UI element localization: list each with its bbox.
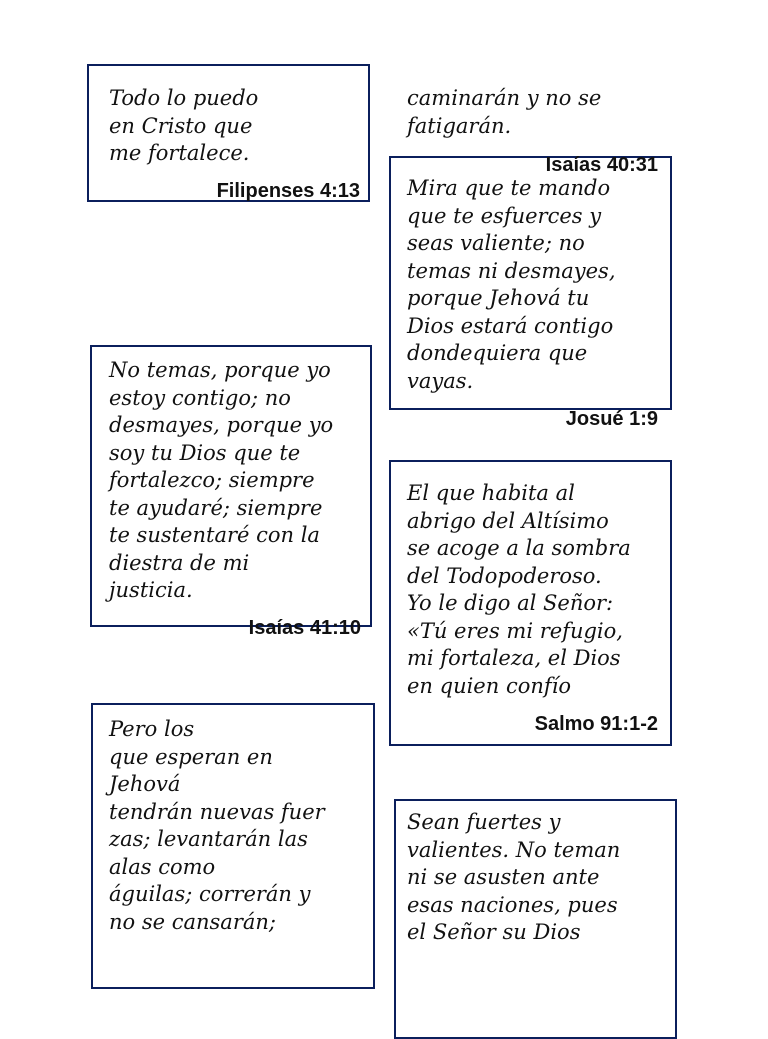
verse-line: temas ni desmayes, xyxy=(407,258,616,283)
verse-line: se acoge a la sombra xyxy=(407,536,631,560)
verse-text xyxy=(407,480,631,700)
verse-line: soy tu Dios que te xyxy=(109,440,301,465)
verse-line: esas naciones, pues xyxy=(407,892,618,917)
verse-line: Dios estará contigo xyxy=(407,313,614,338)
verse-line: valientes. No teman xyxy=(407,837,621,862)
verse-line: en Cristo que xyxy=(109,113,253,138)
verse-line: me fortalece. xyxy=(109,141,250,165)
verse-line: en quien confío xyxy=(407,673,572,698)
verse-text xyxy=(407,175,616,395)
verse-reference: Josué 1:9 xyxy=(565,408,658,430)
verse-line: dondequiera que xyxy=(407,341,588,365)
verse-line: te sustentaré con la xyxy=(109,523,320,547)
verse-reference: Filipenses 4:13 xyxy=(216,180,360,202)
verse-line: No temas, porque yo xyxy=(109,358,331,382)
verse-line: Todo lo puedo xyxy=(109,86,259,110)
verse-line: te ayudaré; siempre xyxy=(109,495,323,520)
verse-reference: Salmo 91:1-2 xyxy=(534,713,658,735)
verse-line: fortalezco; siempre xyxy=(109,468,315,492)
verse-line: estoy contigo; no xyxy=(109,385,291,410)
verse-line: seas valiente; no xyxy=(407,231,585,255)
verse-line: vayas. xyxy=(407,368,474,393)
verse-line: El que habita al xyxy=(407,481,575,505)
verse-line: abrigo del Altísimo xyxy=(407,508,609,533)
verse-line: «Tú eres mi refugio, xyxy=(407,618,623,643)
verse-line: porque Jehová tu xyxy=(407,286,590,310)
verse-line: del Todopoderoso. xyxy=(407,563,602,588)
verse-line: justicia. xyxy=(109,578,193,602)
verse-text xyxy=(109,357,333,605)
verse-line: desmayes, porque yo xyxy=(109,413,334,437)
verse-line: fatigarán. xyxy=(407,113,512,138)
verse-reference: Isaías 41:10 xyxy=(248,617,361,639)
verse-line: Sean fuertes y xyxy=(407,810,561,834)
verse-line: ni se asusten ante xyxy=(407,865,600,889)
verse-line: Yo le digo al Señor: xyxy=(407,591,614,615)
verse-line: diestra de mi xyxy=(109,550,250,575)
verse-line: caminarán y no se xyxy=(407,86,602,110)
verse-line: tendrán nuevas fuer xyxy=(109,799,325,824)
verse-text xyxy=(407,809,620,947)
verse-line: Jehová xyxy=(109,772,181,796)
verse-line: Mira que te mando xyxy=(407,176,611,200)
verse-line: Pero los xyxy=(109,717,195,741)
verse-line: el Señor su Dios xyxy=(407,920,581,944)
verse-text xyxy=(109,716,325,936)
verse-text xyxy=(109,85,258,168)
verse-text xyxy=(407,85,601,140)
verse-line: mi fortaleza, el Dios xyxy=(407,646,621,670)
verse-line: águilas; correrán y xyxy=(109,882,311,906)
verse-line: no se cansarán; xyxy=(109,909,276,934)
verse-line: alas como xyxy=(109,854,216,879)
verse-line: que te esfuerces y xyxy=(407,203,602,228)
verse-line: que esperan en xyxy=(109,744,273,769)
verse-line: zas; levantarán las xyxy=(109,827,308,851)
verse-reference: Isaías 40:31 xyxy=(545,154,658,176)
